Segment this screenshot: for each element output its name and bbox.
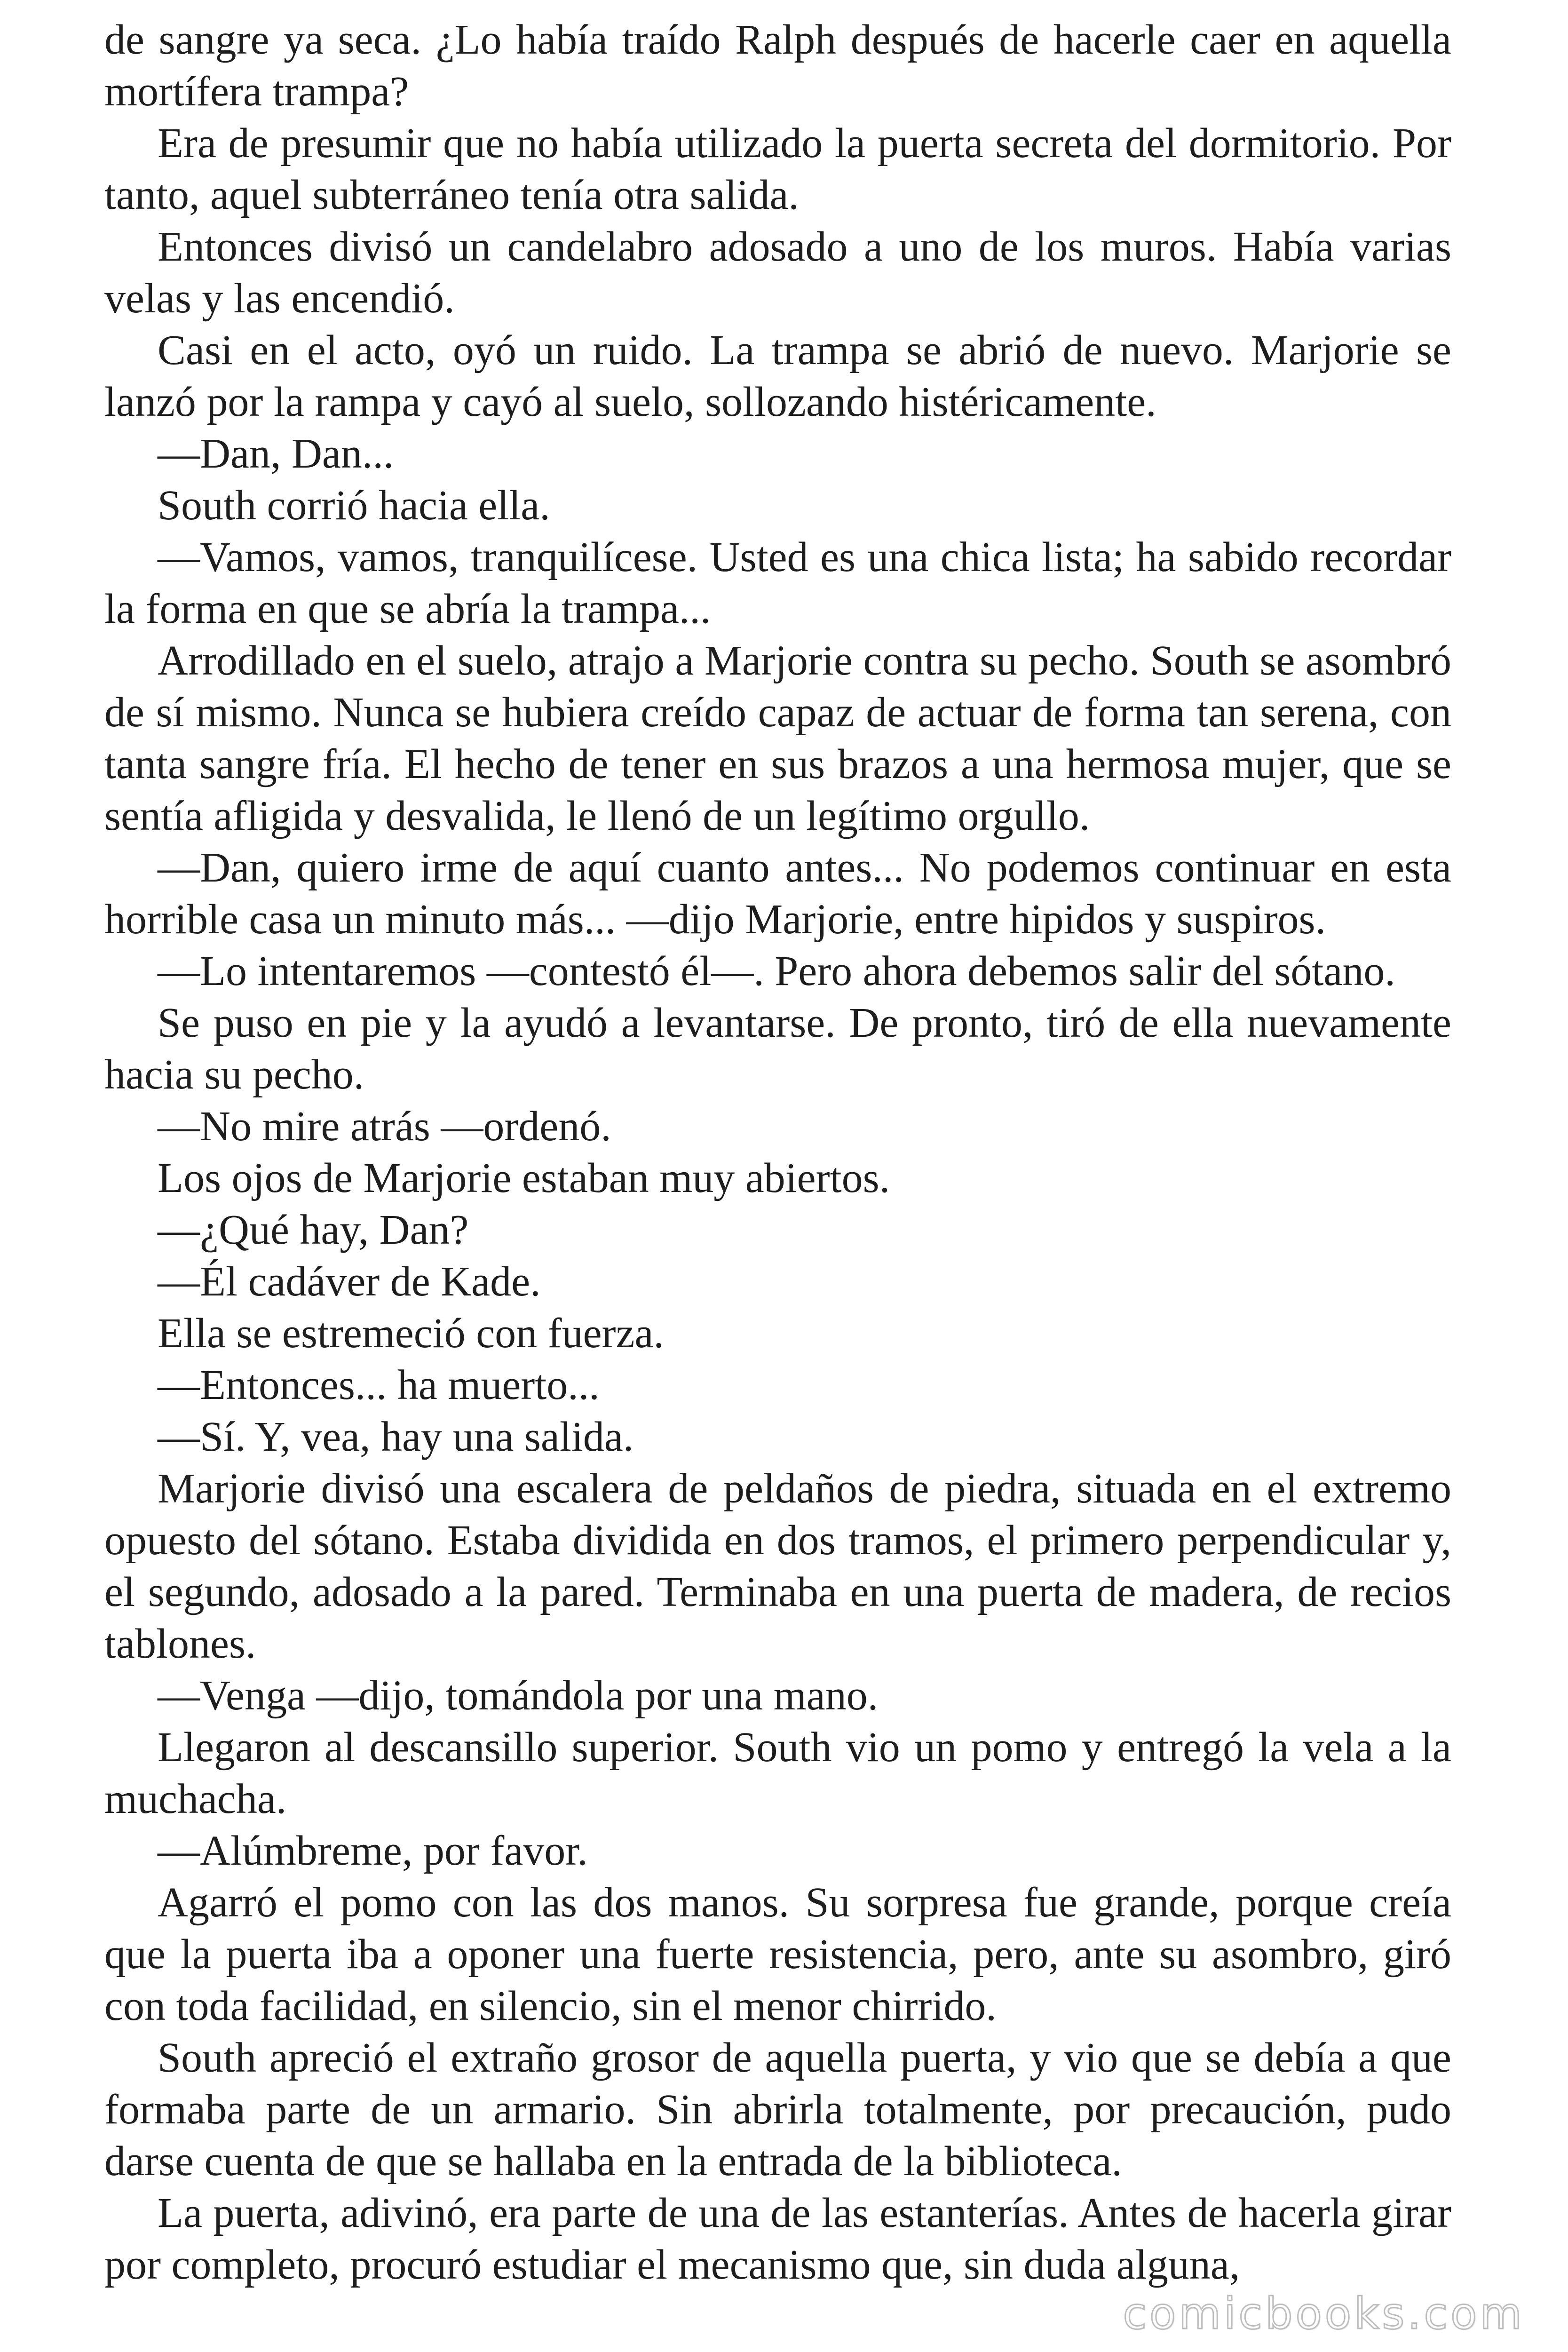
paragraph: de sangre ya seca. ¿Lo había traído Ralph después de hacerle caer en aquella mortífera trampa? xyxy=(104,16,1451,115)
paragraph: Los ojos de Marjorie estaban muy abiertos. xyxy=(158,1155,890,1201)
dialogue-line: —Alúmbreme, por favor. xyxy=(158,1828,588,1874)
paragraph: Llegaron al descansillo superior. South vio un pomo y entregó la vela a la muchacha. xyxy=(104,1724,1451,1822)
paragraph: Ella se estremeció con fuerza. xyxy=(158,1310,664,1357)
paragraph: Arrodillado en el suelo, atrajo a Marjorie contra su pecho. South se asombró de sí mismo. Nunca se hubiera creído capaz de actuar de forma tan serena, con tanta sangre fría. El hecho de tener en sus brazos a una hermosa mujer, que se sentía afligida y desvalida, le llenó de un legítimo orgullo. xyxy=(104,637,1451,839)
paragraph: South corrió hacia ella. xyxy=(158,482,550,529)
dialogue-line: —Sí. Y, vea, hay una salida. xyxy=(158,1414,634,1460)
paragraph: La puerta, adivinó, era parte de una de las estanterías. Antes de hacerla girar por completo, procuró estudiar el mecanismo que, sin duda alguna, xyxy=(104,2190,1451,2288)
paragraph: Se puso en pie y la ayudó a levantarse. De pronto, tiró de ella nuevamente hacia su pecho. xyxy=(104,1000,1451,1098)
paragraph: Agarró el pomo con las dos manos. Su sorpresa fue grande, porque creía que la puerta iba a oponer una fuerte resistencia, pero, ante su asombro, giró con toda facilidad, en silencio, sin el menor chirrido. xyxy=(104,1879,1451,2029)
dialogue-line: —Venga —dijo, tomándola por una mano. xyxy=(158,1672,879,1719)
paragraph: Casi en el acto, oyó un ruido. La trampa se abrió de nuevo. Marjorie se lanzó por la rampa y cayó al suelo, sollozando histéricamente. xyxy=(104,327,1451,425)
dialogue-line: —Dan, Dan... xyxy=(158,430,394,477)
paragraph: South apreció el extraño grosor de aquella puerta, y vio que se debía a que formaba parte de un armario. Sin abrirla totalmente, por precaución, pudo darse cuenta de que se hallaba en la entrada de la biblioteca. xyxy=(104,2034,1451,2185)
dialogue-line: —No mire atrás —ordenó. xyxy=(158,1103,611,1150)
dialogue-line: —Dan, quiero irme de aquí cuanto antes... No podemos continuar en esta horrible casa un minuto más... —dijo Marjorie, entre hipidos y suspiros. xyxy=(104,844,1451,943)
paragraph: Entonces divisó un candelabro adosado a uno de los muros. Había varias velas y las encendió. xyxy=(104,223,1451,322)
paragraph: Marjorie divisó una escalera de peldaños de piedra, situada en el extremo opuesto del sótano. Estaba dividida en dos tramos, el primero perpendicular y, el segundo, adosado a la pared. Terminaba en una puerta de madera, de recios tablones. xyxy=(104,1465,1451,1667)
dialogue-line: —Vamos, vamos, tranquilícese. Usted es una chica lista; ha sabido recordar la forma en que se abría la trampa... xyxy=(104,534,1451,632)
dialogue-line: —Él cadáver de Kade. xyxy=(158,1258,541,1305)
watermark-logo: comicbooks.com xyxy=(1123,2288,1525,2339)
dialogue-line: —Lo intentaremos —contestó él—. Pero ahora debemos salir del sótano. xyxy=(158,948,1395,994)
dialogue-line: —¿Qué hay, Dan? xyxy=(158,1207,469,1253)
book-page xyxy=(104,14,1451,2291)
dialogue-line: —Entonces... ha muerto... xyxy=(158,1362,600,1408)
paragraph: Era de presumir que no había utilizado la puerta secreta del dormitorio. Por tanto, aquel subterráneo tenía otra salida. xyxy=(104,120,1451,218)
